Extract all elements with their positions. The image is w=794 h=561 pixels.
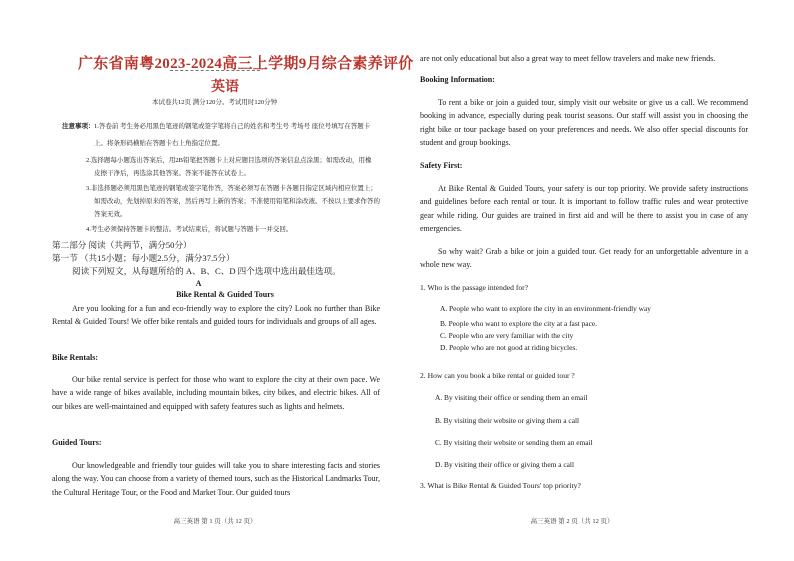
- notice-3b: 如需改动，先划掉原来的答案，然后再写上新的答案；不准使用铅笔和涂改液。不按以上要求作答的: [94, 198, 380, 205]
- q1-option-b: B. People who want to explore the city at a fast pace.: [440, 319, 598, 328]
- notice-2b: 皮擦干净后，再选涂其他答案。答案不能答在试卷上。: [94, 170, 250, 177]
- passage-title: Bike Rental & Guided Tours: [176, 290, 274, 299]
- exam-title: 广东省南粤2023-2024高三上学期9月综合素养评价: [78, 56, 414, 72]
- intro-paragraph: Are you looking for a fun and eco-friendly way to explore the city? Look no further than Bike Rental & Guided Tours! We offer bike rentals and guided tours for individuals and groups of all ages.: [52, 304, 380, 327]
- bike-rentals-paragraph: Our bike rental service is perfect for those who want to explore the city at their own pace. We have a wide range of bikes available, including mountain bikes, city bikes, and electric bikes. All of our bikes are well-maintained and equipped with safety features such as lights and helmets.: [52, 375, 380, 411]
- booking-paragraph: To rent a bike or join a guided tour, simply visit our website or give us a call. We recommend booking in advance, especially during peak tourist seasons. Our staff will assist you in choosing the right bike or tour package based on your preferences and needs. We also offer special discounts for student and group bookings.: [420, 98, 748, 148]
- booking-heading: Booking Information:: [420, 75, 495, 84]
- bike-rentals-heading: Bike Rentals:: [52, 353, 98, 362]
- page-2-footer: 高三英语 第 2 页（共 12 页）: [530, 518, 614, 525]
- safety-heading: Safety First:: [420, 161, 463, 170]
- notice-3a: 3.非选择题必须用黑色笔迹的钢笔或签字笔作答，答案必须写在答题卡各题目指定区域内相应位置上；: [86, 185, 377, 192]
- title-underline: [170, 70, 260, 71]
- page-2: [397, 0, 794, 561]
- guided-tours-heading: Guided Tours:: [52, 438, 102, 447]
- notice-label: 注意事项：: [62, 123, 95, 130]
- continued-text: are not only educational but also a great way to meet fellow travelers and make new friends.: [420, 54, 716, 63]
- safety-paragraph: At Bike Rental & Guided Tours, your safety is our top priority. We provide safety instructions and guidelines before each rental or tour. It is important to follow traffic rules and wear protective gear while riding. Our guides are trained in first aid and will be there to assist you in case of any emergencies.: [420, 184, 748, 234]
- passage-letter: A: [195, 279, 202, 288]
- q1-option-c: C. People who are very familiar with the city: [440, 331, 574, 340]
- notice-1b: 上。将条形码横贴在答题卡右上角指定位置。: [94, 140, 224, 147]
- q2-option-b: B. By visiting their website or giving them a call: [435, 416, 580, 425]
- part-heading: 第二部分 阅读（共两节，满分50分）: [52, 240, 192, 250]
- exam-info: 本试卷共12页 满分120分。考试用时120分钟: [152, 99, 278, 106]
- guided-tours-paragraph: Our knowledgeable and friendly tour guides will take you to share interesting facts and stories along the way. You can choose from a variety of themed tours, such as the Historical Landmarks Tour, the Cultural Heritage Tour, or the Food and Market Tour. Our guided tours: [52, 461, 380, 497]
- page-1-footer: 高三英语 第 1 页（共 12 页）: [173, 518, 257, 525]
- notice-4: 4.考生必须保持答题卡的整洁。考试结束后，将试题与答题卡一并交回。: [86, 226, 293, 233]
- question-3: 3. What is Bike Rental & Guided Tours' top priority?: [420, 481, 581, 490]
- question-2: 2. How can you book a bike rental or guided tour ?: [420, 371, 575, 380]
- notice-3c: 答案无效。: [94, 211, 127, 218]
- q1-option-a: A. People who want to explore the city in an environment-friendly way: [440, 304, 651, 313]
- instruction: 阅读下列短文，从每题所给的 A、B、C、D 四个选项中选出最佳选项。: [72, 266, 341, 276]
- q1-option-d: D. People who are not good at riding bicycles.: [440, 343, 578, 352]
- q2-option-a: A. By visiting their office or sending them an email: [435, 393, 588, 402]
- notice-2a: 2.选择题每小题选出答案后，用2B铅笔把答题卡上对应题目选项的答案信息点涂黑；如需改动，用橡: [86, 157, 372, 164]
- question-1: 1. Who is the passage intended for?: [420, 283, 529, 292]
- q2-option-d: D. By visiting their office or giving them a call: [435, 460, 575, 469]
- q2-option-c: C. By visiting their website or sending them an email: [435, 438, 593, 447]
- closing-paragraph: So why wait? Grab a bike or join a guided tour. Get ready for an unforgettable adventure in a whole new way.: [420, 247, 748, 270]
- subject-title: 英语: [211, 80, 239, 95]
- notice-1a: 1.答卷前 考生务必用黑色笔迹的钢笔或签字笔将自己的姓名和考生号 考场号 座位号填写在答题卡: [94, 123, 371, 130]
- section-heading: 第一节 （共15小题；每小题2.5分，满分37.5分）: [52, 253, 235, 263]
